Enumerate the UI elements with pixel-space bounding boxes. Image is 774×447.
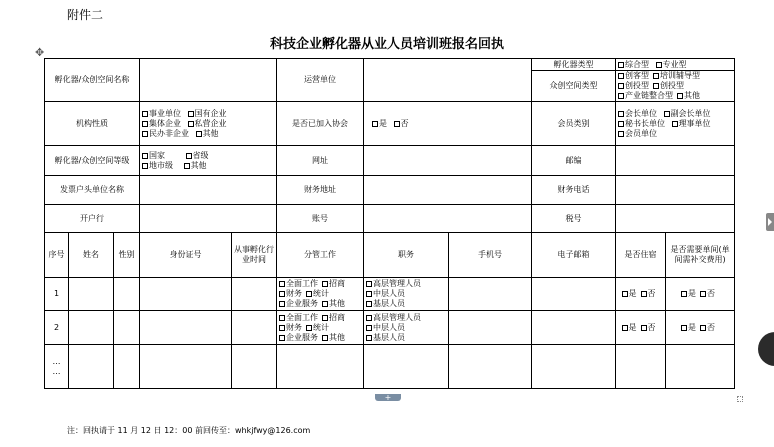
checkbox-single-no[interactable]: 否 [700, 289, 715, 298]
checkbox-single-yes[interactable]: 是 [681, 323, 696, 332]
mobile-input[interactable] [449, 345, 532, 389]
name-input[interactable] [69, 311, 114, 345]
document-title: 科技企业孵化器从业人员培训班报名回执 [269, 37, 504, 52]
attachment-label: 附件二 [67, 8, 104, 22]
lodging-input[interactable] [616, 345, 666, 389]
checkbox-other-type[interactable]: 其他 [677, 91, 700, 100]
finance-address-input[interactable] [364, 176, 532, 205]
work-options [277, 311, 364, 345]
mobile-input[interactable] [449, 311, 532, 345]
joined-association-options [364, 102, 532, 146]
checkbox-title-senior[interactable]: 高层管理人员 [366, 313, 446, 323]
account-input[interactable] [364, 205, 532, 233]
incubator-name-label: 孵化器/众创空间名称 [45, 59, 140, 102]
checkbox-comprehensive[interactable]: 综合型 [618, 60, 649, 69]
gender-input[interactable] [114, 278, 140, 311]
operator-input[interactable] [364, 59, 532, 102]
invoice-title-input[interactable] [140, 176, 277, 205]
checkbox-director[interactable]: 理事单位 [672, 119, 711, 128]
row-seq-ellipsis: … … [45, 345, 69, 389]
years-input[interactable] [232, 345, 277, 389]
single-room-options [666, 278, 735, 311]
org-nature-label: 机构性质 [45, 102, 140, 146]
account-label: 账号 [277, 205, 364, 233]
checkbox-maker[interactable]: 创客型 [618, 71, 649, 80]
checkbox-work-overall[interactable]: 全面工作 [279, 279, 318, 288]
tax-number-input[interactable] [616, 205, 735, 233]
header-work: 分管工作 [277, 233, 364, 278]
row-seq: 1 [45, 278, 69, 311]
header-name: 姓名 [69, 233, 114, 278]
id-number-input[interactable] [140, 278, 232, 311]
checkbox-work-statistics[interactable]: 统计 [306, 323, 329, 332]
tax-number-label: 税号 [532, 205, 616, 233]
email-input[interactable] [532, 311, 616, 345]
checkbox-public-institution[interactable]: 事业单位 [142, 109, 181, 118]
checkbox-work-overall[interactable]: 全面工作 [279, 313, 318, 322]
participant-row [45, 345, 735, 389]
incubator-type-options [616, 59, 735, 71]
finance-phone-input[interactable] [616, 176, 735, 205]
checkbox-title-junior[interactable]: 基层人员 [366, 333, 446, 343]
checkbox-specialized[interactable]: 专业型 [656, 60, 687, 69]
single-room-input[interactable] [666, 345, 735, 389]
header-mobile: 手机号 [449, 233, 532, 278]
level-options [140, 146, 277, 176]
postcode-input[interactable] [616, 146, 735, 176]
lodging-options [616, 311, 666, 345]
table-resize-handle-icon[interactable] [737, 396, 743, 402]
operator-label: 运营单位 [277, 59, 364, 102]
checkbox-other-level[interactable]: 其他 [184, 161, 207, 170]
page-corner-marker [0, 0, 10, 10]
header-title: 职务 [364, 233, 449, 278]
header-id-number: 身份证号 [140, 233, 232, 278]
add-row-button[interactable]: + [375, 394, 401, 401]
postcode-label: 邮编 [532, 146, 616, 176]
checkbox-national[interactable]: 国家 [142, 151, 165, 160]
checkbox-work-finance[interactable]: 财务 [279, 289, 302, 298]
checkbox-work-investment[interactable]: 招商 [322, 279, 345, 288]
lodging-options [616, 278, 666, 311]
checkbox-collective[interactable]: 集体企业 [142, 119, 181, 128]
checkbox-non-enterprise[interactable]: 民办非企业 [142, 129, 189, 138]
finance-address-label: 财务地址 [277, 176, 364, 205]
maker-space-type-options [616, 71, 735, 102]
table-move-handle-icon[interactable]: ✥ [35, 46, 45, 59]
side-panel-toggle-icon[interactable] [766, 213, 774, 231]
website-input[interactable] [364, 146, 532, 176]
incubator-name-input[interactable] [140, 59, 277, 102]
checkbox-training[interactable]: 培训辅导型 [653, 71, 700, 80]
checkbox-venture-2[interactable]: 创投型 [653, 81, 684, 90]
participant-row [45, 311, 735, 345]
checkbox-vice-president[interactable]: 副会长单位 [664, 109, 711, 118]
header-seq: 序号 [45, 233, 69, 278]
checkbox-work-statistics[interactable]: 统计 [306, 289, 329, 298]
email-input[interactable] [532, 345, 616, 389]
invoice-title-label: 发票户头单位名称 [45, 176, 140, 205]
gender-input[interactable] [114, 345, 140, 389]
checkbox-lodging-yes[interactable]: 是 [622, 323, 637, 332]
bank-input[interactable] [140, 205, 277, 233]
checkbox-industry-chain[interactable]: 产业链整合型 [618, 91, 673, 100]
title-options [364, 278, 449, 311]
checkbox-venture[interactable]: 创投型 [618, 81, 649, 90]
work-options [277, 278, 364, 311]
id-number-input[interactable] [140, 345, 232, 389]
checkbox-other-nature[interactable]: 其他 [196, 129, 219, 138]
checkbox-member[interactable]: 会员单位 [618, 129, 657, 138]
floating-action-button[interactable] [758, 332, 774, 366]
years-input[interactable] [232, 278, 277, 311]
incubator-type-label: 孵化器类型 [532, 59, 616, 71]
checkbox-title-middle[interactable]: 中层人员 [366, 289, 446, 299]
checkbox-private[interactable]: 私营企业 [188, 119, 227, 128]
mobile-input[interactable] [449, 278, 532, 311]
checkbox-work-service[interactable]: 企业服务 [279, 299, 318, 308]
header-email: 电子邮箱 [532, 233, 616, 278]
checkbox-title-senior[interactable]: 高层管理人员 [366, 279, 446, 289]
gender-input[interactable] [114, 311, 140, 345]
row-seq: 2 [45, 311, 69, 345]
title-options [364, 311, 449, 345]
checkbox-single-no[interactable]: 否 [700, 323, 715, 332]
website-label: 网址 [277, 146, 364, 176]
bank-label: 开户行 [45, 205, 140, 233]
name-input[interactable] [69, 278, 114, 311]
single-room-options [666, 311, 735, 345]
checkbox-single-yes[interactable]: 是 [681, 289, 696, 298]
org-nature-options [140, 102, 277, 146]
years-input[interactable] [232, 311, 277, 345]
title-input[interactable] [364, 345, 449, 389]
checkbox-work-other[interactable]: 其他 [322, 299, 345, 308]
checkbox-joined-no[interactable]: 否 [394, 119, 409, 128]
checkbox-city[interactable]: 地市级 [142, 161, 173, 170]
email-input[interactable] [532, 278, 616, 311]
registration-form-table [44, 58, 735, 389]
member-category-label: 会员类别 [532, 102, 616, 146]
checkbox-lodging-yes[interactable]: 是 [622, 289, 637, 298]
checkbox-work-service[interactable]: 企业服务 [279, 333, 318, 342]
name-input[interactable] [69, 345, 114, 389]
header-single-room: 是否需要单间(单间需补交费用) [666, 233, 735, 278]
checkbox-title-junior[interactable]: 基层人员 [366, 299, 446, 309]
member-category-options [616, 102, 735, 146]
header-years: 从事孵化行业时间 [232, 233, 277, 278]
footnote: 注：回执请于 11 月 12 日 12：00 前回传至：whkjfwy@126.com [67, 426, 311, 435]
checkbox-work-finance[interactable]: 财务 [279, 323, 302, 332]
checkbox-secretary-general[interactable]: 秘书长单位 [618, 119, 665, 128]
maker-space-type-label: 众创空间类型 [532, 71, 616, 102]
checkbox-lodging-no[interactable]: 否 [641, 289, 656, 298]
header-lodging: 是否住宿 [616, 233, 666, 278]
checkbox-title-middle[interactable]: 中层人员 [366, 323, 446, 333]
checkbox-joined-yes[interactable]: 是 [372, 119, 387, 128]
checkbox-work-other[interactable]: 其他 [322, 333, 345, 342]
checkbox-president[interactable]: 会长单位 [618, 109, 657, 118]
checkbox-work-investment[interactable]: 招商 [322, 313, 345, 322]
level-label: 孵化器/众创空间等级 [45, 146, 140, 176]
finance-phone-label: 财务电话 [532, 176, 616, 205]
joined-association-label: 是否已加入协会 [277, 102, 364, 146]
checkbox-lodging-no[interactable]: 否 [641, 323, 656, 332]
participant-row [45, 278, 735, 311]
id-number-input[interactable] [140, 311, 232, 345]
checkbox-state-owned[interactable]: 国有企业 [188, 109, 227, 118]
work-input[interactable] [277, 345, 364, 389]
header-gender: 性别 [114, 233, 140, 278]
checkbox-provincial[interactable]: 省级 [186, 151, 209, 160]
